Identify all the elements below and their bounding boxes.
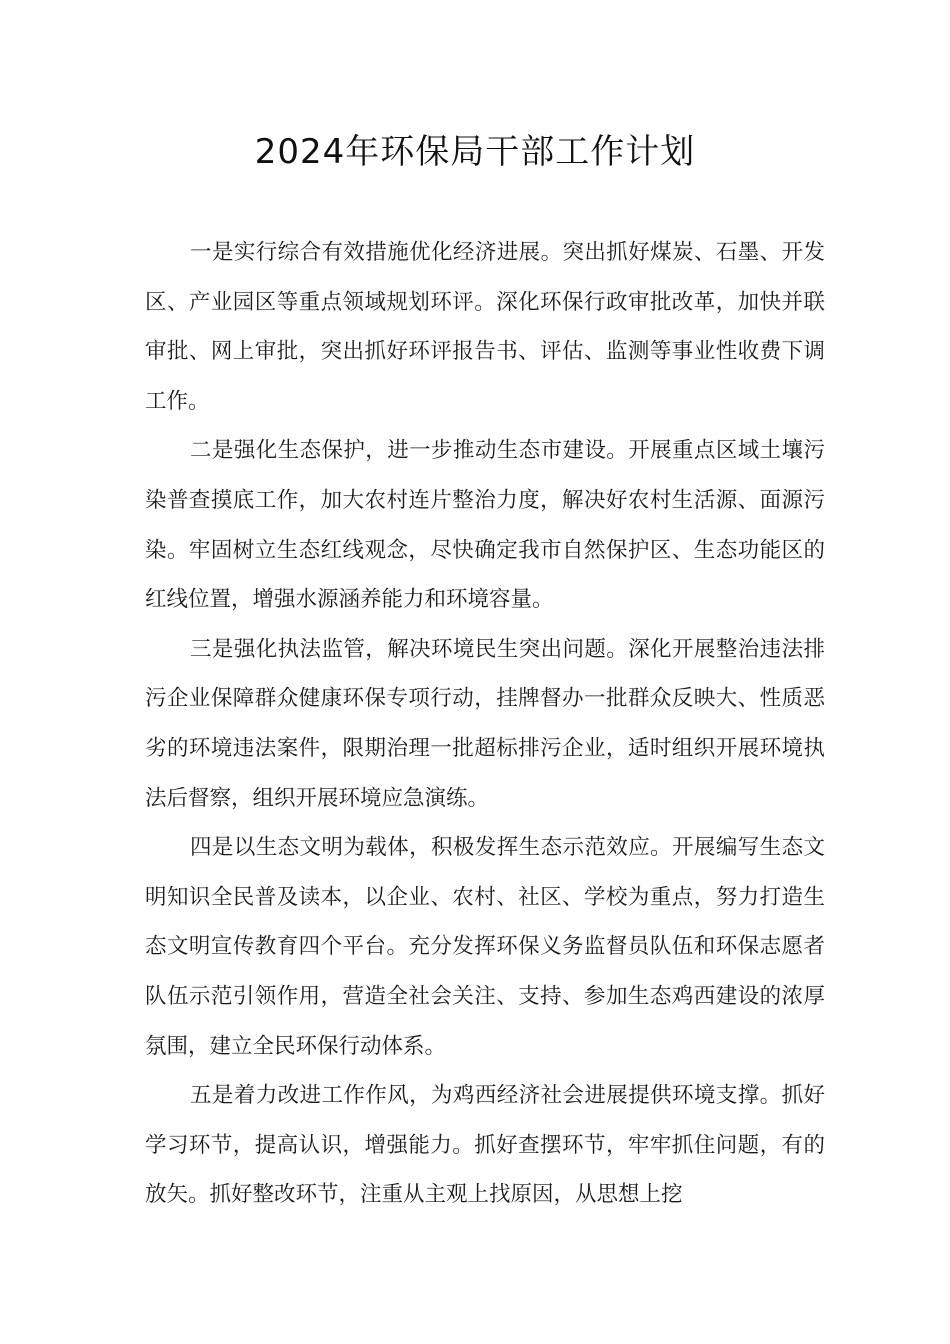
paragraph-3: 三是强化执法监管，解决环境民生突出问题。深化开展整治违法排污企业保障群众健康环保专项行动，挂牌督办一批群众反映大、性质恶劣的环境违法案件，限期治理一批超标排污企业，适时组织开展环境执法后督察，组织开展环境应急演练。	[145, 636, 825, 811]
paragraph-1: 一是实行综合有效措施优化经济进展。突出抓好煤炭、石墨、开发区、产业园区等重点领域规划环评。深化环保行政审批改革，加快并联审批、网上审批，突出抓好环评报告书、评估、监测等事业性收费下调工作。	[145, 240, 825, 414]
paragraph-2: 二是强化生态保护，进一步推动生态市建设。开展重点区域土壤污染普查摸底工作，加大农村连片整治力度，解决好农村生活源、面源污染。牢固树立生态红线观念，尽快确定我市自然保护区、生态功能区的红线位置，增强水源涵养能力和环境容量。	[145, 438, 825, 613]
paragraph-5: 五是着力改进工作作风，为鸡西经济社会进展提供环境支撑。抓好学习环节，提高认识，增强能力。抓好查摆环节，牢牢抓住问题，有的放矢。抓好整改环节，注重从主观上找原因，从思想上挖	[145, 1083, 825, 1208]
document-body	[145, 228, 825, 1220]
document-title: 2024年环保局干部工作计划	[254, 132, 696, 172]
paragraph-4: 四是以生态文明为载体，积极发挥生态示范效应。开展编写生态文明知识全民普及读本，以企业、农村、社区、学校为重点，努力打造生态文明宣传教育四个平台。充分发挥环保义务监督员队伍和环保志愿者队伍示范引领作用，营造全社会关注、支持、参加生态鸡西建设的浓厚氛围，建立全民环保行动体系。	[145, 835, 825, 1059]
